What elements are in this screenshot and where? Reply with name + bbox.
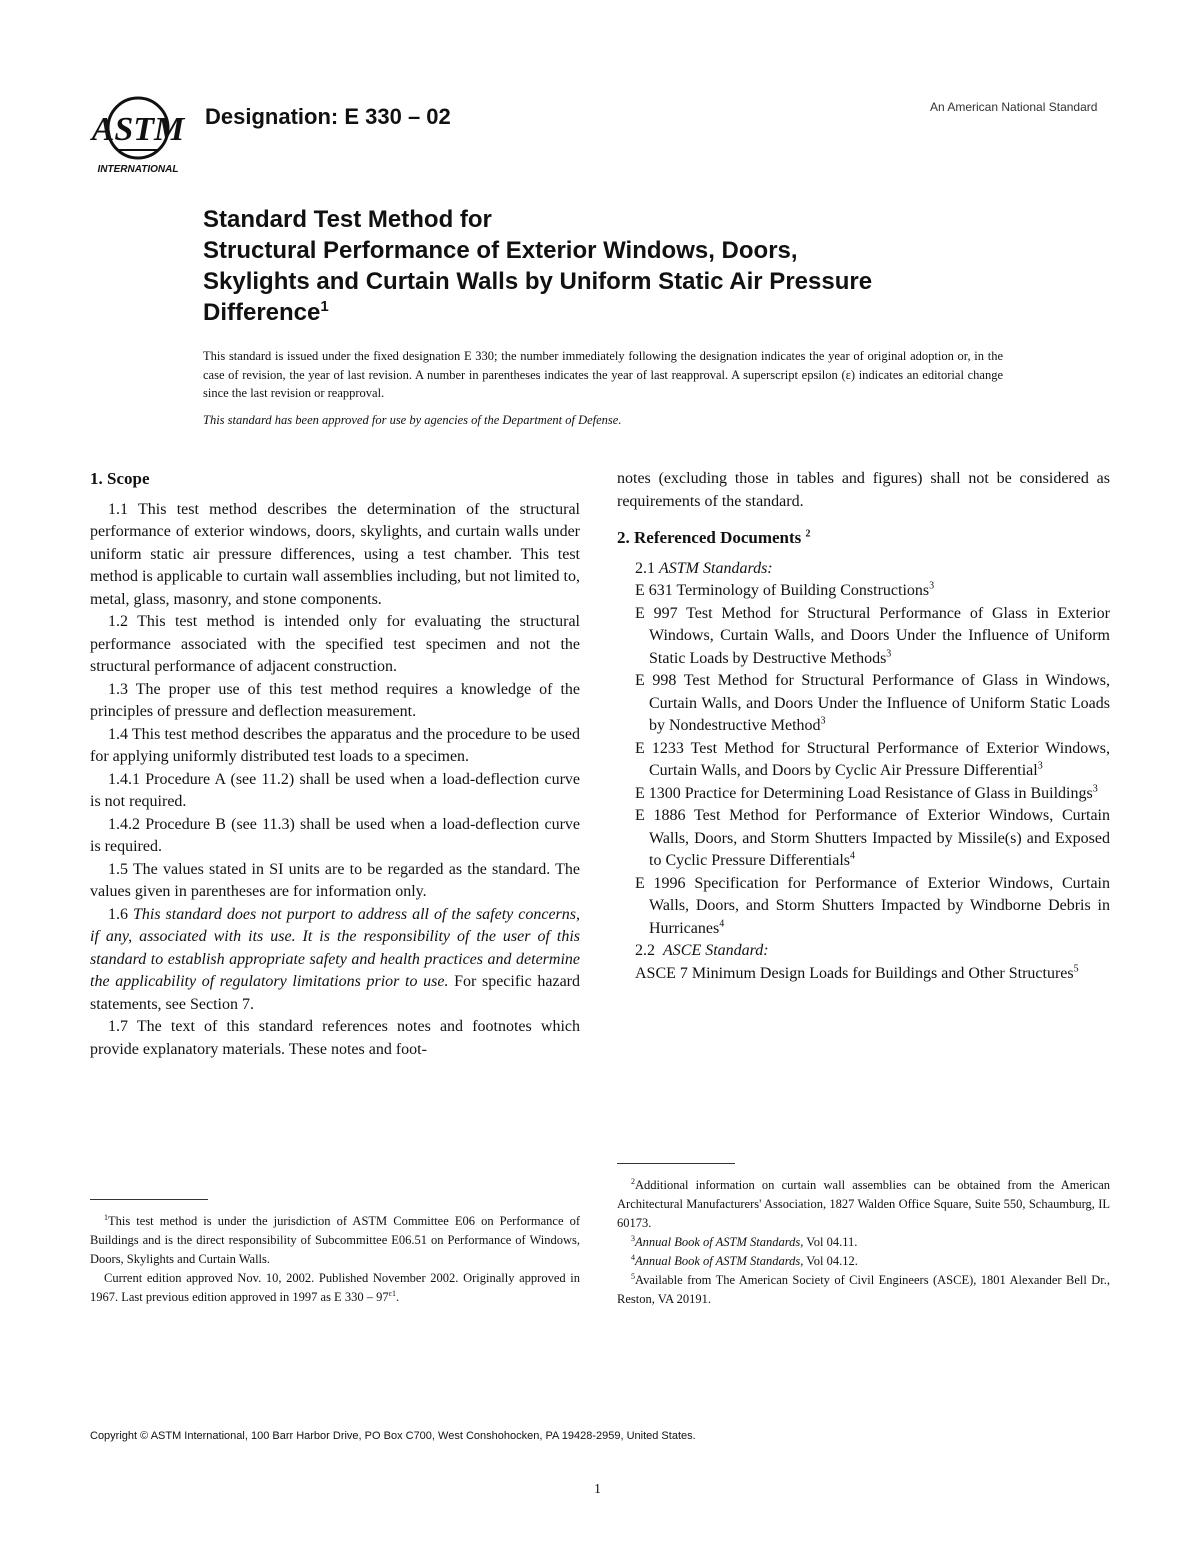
copyright-line: Copyright © ASTM International, 100 Barr Harbor Drive, PO Box C700, West Conshohocken, PA 19428-2959, United States. bbox=[90, 1430, 696, 1442]
footnote-3-volume: , Vol 04.11. bbox=[800, 1235, 858, 1249]
footnotes-left bbox=[90, 1212, 580, 1307]
para-1-6 bbox=[90, 904, 580, 1017]
reference-item-text: E 631 Terminology of Building Constructions bbox=[635, 582, 930, 599]
footnote-1 bbox=[90, 1212, 580, 1269]
footnote-3-book: Annual Book of ASTM Standards bbox=[635, 1235, 801, 1249]
reference-item-footnote-mark: 3 bbox=[1092, 783, 1098, 795]
reference-item bbox=[617, 580, 1110, 603]
referenced-heading-text: 2. Referenced Documents bbox=[617, 528, 802, 547]
subsection-2-2-label: ASCE Standard: bbox=[663, 942, 769, 959]
reference-item-footnote-mark: 3 bbox=[1037, 760, 1043, 772]
reference-item bbox=[617, 805, 1110, 873]
footnote-2-text: Additional information on curtain wall assemblies can be obtained from the American Architectural Manufacturers' Association, 1827 Walden Office Square, Suite 550, Schaumburg, IL 60173. bbox=[617, 1178, 1110, 1230]
reference-item bbox=[617, 873, 1110, 941]
reference-item-footnote-mark: 3 bbox=[886, 648, 892, 660]
subsection-2-1-label: ASTM Standards: bbox=[659, 559, 773, 577]
astm-logo bbox=[88, 92, 190, 178]
reference-item-text: E 1233 Test Method for Structural Performance of Exterior Windows, Curtain Walls, and Doors by Cyclic Air Pressure Differential bbox=[635, 739, 1110, 779]
para-1-4-2: 1.4.2 Procedure B (see 11.3) shall be used when a load-deflection curve is required. bbox=[90, 815, 580, 855]
para-1-4: 1.4 This test method describes the apparatus and the procedure to be used for applying uniformly distributed test loads to a specimen. bbox=[90, 725, 580, 765]
reference-item-text: E 998 Test Method for Structural Performance of Glass in Windows, Curtain Walls, and Doors Under the Influence of Uniform Static Loads by Nondestructive Method bbox=[635, 672, 1110, 734]
page-number: 1 bbox=[594, 1482, 601, 1497]
reference-item-text: E 1300 Practice for Determining Load Resistance of Glass in Buildings bbox=[635, 784, 1093, 802]
subsection-2-2 bbox=[617, 940, 1110, 963]
standard-notice: This standard is issued under the fixed designation E 330; the number immediately following the designation indicates the year of original adoption or, in the case of revision, the year of last revision. A number in parentheses indicates the year of last reapproval. A superscript epsilon (ε) indicates an editorial change since the last revision or reapproval. bbox=[203, 349, 1003, 400]
defense-note: This standard has been approved for use by agencies of the Department of Defense. bbox=[203, 413, 622, 427]
para-1-5: 1.5 The values stated in SI units are to be regarded as the standard. The values given in parentheses are for information only. bbox=[90, 860, 580, 900]
footnote-5 bbox=[617, 1271, 1110, 1309]
reference-item-text: E 1886 Test Method for Performance of Exterior Windows, Curtain Walls, Doors, and Storm Shutters Impacted by Missile(s) and Exposed to Cyclic Pressure Differentials bbox=[635, 807, 1110, 869]
para-1-4-1: 1.4.1 Procedure A (see 11.2) shall be used when a load-deflection curve is not required. bbox=[90, 770, 580, 810]
footnote-4-mark: 4 bbox=[631, 1252, 635, 1262]
footnote-3-mark: 3 bbox=[631, 1233, 635, 1243]
para-1-3: 1.3 The proper use of this test method requires a knowledge of the principles of pressure and deflection measurement. bbox=[90, 680, 580, 720]
reference-asce-7-fn: 5 bbox=[1073, 963, 1079, 975]
para-1-6-tail: For specific hazard statements, see Section 7. bbox=[90, 973, 581, 1013]
para-1-2: 1.2 This test method is intended only for evaluating the structural performance associated with the specified test specimen and not the structural performance of adjacent construction. bbox=[90, 613, 580, 675]
reference-item-footnote-mark: 3 bbox=[820, 715, 826, 727]
para-1-6-safety: This standard does not purport to address all of the safety concerns, if any, associated with its use. It is the responsibility of the user of this standard to establish appropriate safety and health practices and determine the applicability of regulatory limitations prior to use. bbox=[90, 905, 581, 990]
para-1-1: 1.1 This test method describes the determination of the structural performance of exterior windows, doors, skylights, and curtain walls under uniform static air pressure differences, using a test chamber. This test method is applicable to curtain wall assemblies including, but not limited to, metal, glass, masonry, and stone components. bbox=[90, 500, 580, 608]
reference-item bbox=[617, 738, 1110, 783]
footnote-1-edition-text: Current edition approved Nov. 10, 2002. Published November 2002. Originally approved in 1967. Last previous edition approved in 1997 as E 330 – 97 bbox=[90, 1271, 580, 1304]
para-1-7-continued: notes (excluding those in tables and figures) shall not be considered as requirements of the standard. bbox=[617, 470, 1110, 510]
para-1-7: 1.7 The text of this standard references notes and footnotes which provide explanatory materials. These notes and foot- bbox=[90, 1018, 580, 1058]
reference-item bbox=[617, 670, 1110, 738]
svg-text:INTERNATIONAL: INTERNATIONAL bbox=[97, 164, 179, 175]
national-standard-label: An American National Standard bbox=[930, 100, 1098, 114]
reference-list bbox=[617, 580, 1110, 940]
footnote-divider-left bbox=[90, 1199, 208, 1200]
left-column bbox=[90, 468, 580, 1061]
footnote-1-end: . bbox=[395, 1290, 400, 1304]
footnote-1-mark: 1 bbox=[104, 1212, 108, 1222]
footnotes-right bbox=[617, 1176, 1110, 1309]
footnote-5-text: Available from The American Society of Civil Engineers (ASCE), 1801 Alexander Bell Dr., Reston, VA 20191. bbox=[617, 1273, 1110, 1306]
referenced-footnote-mark: 2 bbox=[805, 528, 811, 540]
scope-heading: 1. Scope bbox=[90, 469, 150, 488]
footnote-1-edition bbox=[90, 1269, 580, 1307]
reference-item bbox=[617, 603, 1110, 671]
designation: Designation: E 330 – 02 bbox=[205, 104, 451, 129]
reference-item-footnote-mark: 3 bbox=[929, 580, 935, 592]
footnote-4-book: Annual Book of ASTM Standards bbox=[635, 1254, 801, 1268]
footnote-1-epsilon: ε1 bbox=[388, 1288, 396, 1298]
referenced-heading bbox=[617, 527, 1110, 550]
reference-item-text: E 997 Test Method for Structural Performance of Glass in Exterior Windows, Curtain Walls, and Doors Under the Influence of Uniform Static Loads by Destructive Methods bbox=[635, 604, 1110, 667]
reference-asce-7 bbox=[617, 963, 1110, 986]
title-footnote-mark: 1 bbox=[320, 298, 329, 315]
footnote-1-text: This test method is under the jurisdiction of ASTM Committee E06 on Performance of Buildings and is the direct responsibility of Subcommittee E06.51 on Performance of Windows, Doors, Skylights and Curtain Walls. bbox=[90, 1214, 580, 1266]
document-title bbox=[203, 204, 1083, 328]
subsection-2-1-number: 2.1 bbox=[635, 559, 655, 577]
reference-item-footnote-mark: 4 bbox=[719, 918, 725, 930]
title-line-1: Standard Test Method for bbox=[203, 206, 492, 233]
footnote-5-mark: 5 bbox=[631, 1271, 635, 1281]
footnote-4-volume: , Vol 04.12. bbox=[800, 1254, 858, 1268]
title-line-3: Skylights and Curtain Walls by Uniform Static Air Pressure bbox=[203, 268, 873, 295]
reference-item-footnote-mark: 4 bbox=[849, 850, 855, 862]
footnote-2 bbox=[617, 1176, 1110, 1233]
footnote-2-mark: 2 bbox=[631, 1176, 635, 1186]
right-column bbox=[617, 468, 1110, 985]
subsection-2-1 bbox=[617, 558, 1110, 581]
title-line-4: Difference bbox=[203, 299, 321, 326]
footnote-divider-right bbox=[617, 1163, 735, 1164]
reference-asce-7-text: ASCE 7 Minimum Design Loads for Buildings and Other Structures bbox=[635, 964, 1074, 982]
svg-text:ASTM: ASTM bbox=[91, 111, 185, 148]
footnote-4 bbox=[617, 1252, 1110, 1271]
title-line-2: Structural Performance of Exterior Windows, Doors, bbox=[203, 237, 798, 264]
subsection-2-2-number: 2.2 bbox=[635, 942, 655, 959]
para-1-6-number: 1.6 bbox=[108, 905, 128, 923]
reference-item bbox=[617, 783, 1110, 806]
reference-item-text: E 1996 Specification for Performance of Exterior Windows, Curtain Walls, Doors, and Storm Shutters Impacted by Windborne Debris in Hurricanes bbox=[635, 874, 1110, 937]
footnote-3 bbox=[617, 1233, 1110, 1252]
